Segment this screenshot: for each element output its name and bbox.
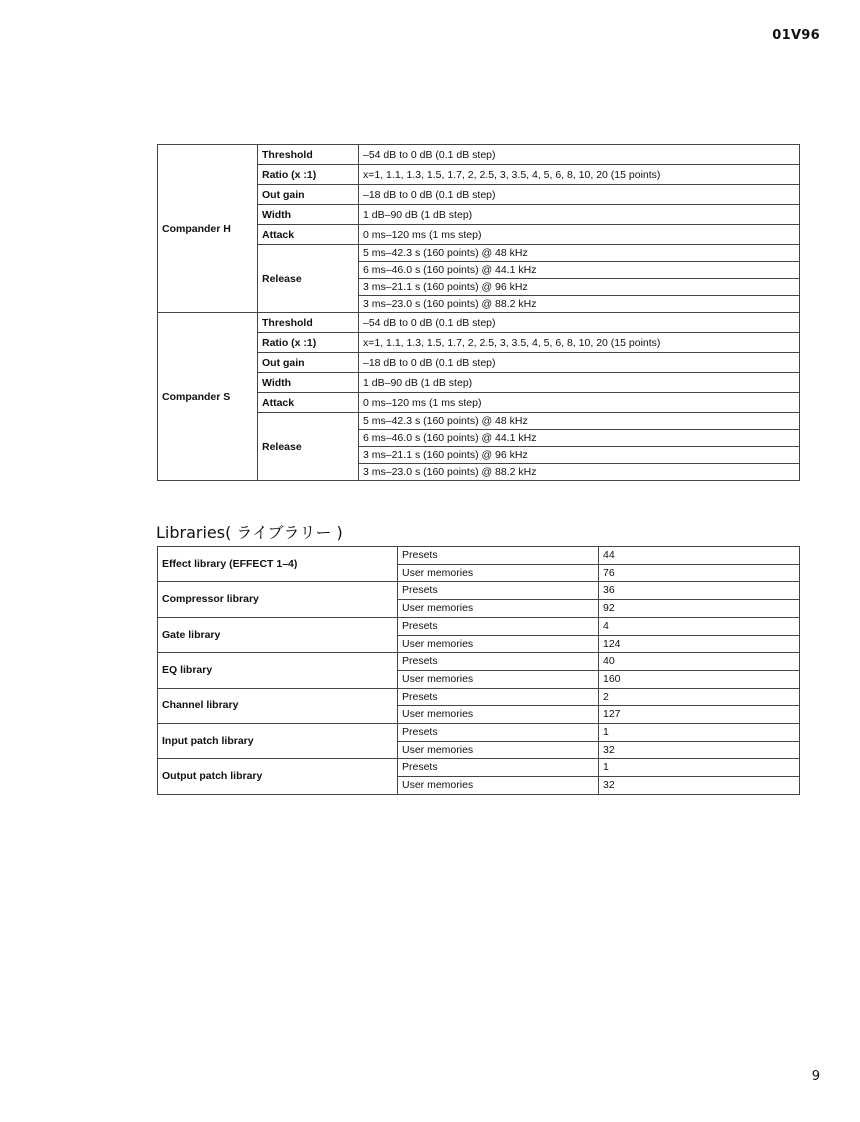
library-name: Effect library (EFFECT 1–4) xyxy=(158,547,398,582)
spec-param-name: Release xyxy=(258,245,359,313)
library-user-count: 124 xyxy=(599,635,800,653)
library-user-count: 160 xyxy=(599,670,800,688)
spec-param-name: Ratio (x :1) xyxy=(258,333,359,353)
document-model-header: 01V96 xyxy=(772,28,820,43)
spec-param-value: 6 ms–46.0 s (160 points) @ 44.1 kHz xyxy=(359,262,800,279)
libraries-table xyxy=(157,546,800,795)
spec-param-value: –54 dB to 0 dB (0.1 dB step) xyxy=(359,313,800,333)
library-presets-count: 1 xyxy=(599,724,800,742)
library-name: Output patch library xyxy=(158,759,398,794)
library-presets-count: 1 xyxy=(599,759,800,777)
library-row xyxy=(158,759,800,777)
spec-param-value: 3 ms–21.1 s (160 points) @ 96 kHz xyxy=(359,447,800,464)
spec-group-name: Compander H xyxy=(158,145,258,313)
library-name: Compressor library xyxy=(158,582,398,617)
library-presets-count: 40 xyxy=(599,653,800,671)
spec-param-name: Width xyxy=(258,373,359,393)
spec-param-value: 3 ms–21.1 s (160 points) @ 96 kHz xyxy=(359,279,800,296)
library-user-label: User memories xyxy=(398,600,599,618)
spec-param-value: x=1, 1.1, 1.3, 1.5, 1.7, 2, 2.5, 3, 3.5, 4, 5, 6, 8, 10, 20 (15 points) xyxy=(359,333,800,353)
spec-param-value: 0 ms–120 ms (1 ms step) xyxy=(359,393,800,413)
spec-param-value: 1 dB–90 dB (1 dB step) xyxy=(359,373,800,393)
spec-param-name: Threshold xyxy=(258,145,359,165)
page-number: 9 xyxy=(811,1069,820,1084)
spec-param-value: –54 dB to 0 dB (0.1 dB step) xyxy=(359,145,800,165)
spec-param-value: 1 dB–90 dB (1 dB step) xyxy=(359,205,800,225)
library-presets-label: Presets xyxy=(398,653,599,671)
library-presets-label: Presets xyxy=(398,582,599,600)
spec-row xyxy=(158,145,800,165)
spec-param-name: Width xyxy=(258,205,359,225)
spec-param-value: –18 dB to 0 dB (0.1 dB step) xyxy=(359,185,800,205)
library-user-count: 92 xyxy=(599,600,800,618)
library-user-count: 127 xyxy=(599,706,800,724)
library-name: EQ library xyxy=(158,653,398,688)
library-user-label: User memories xyxy=(398,635,599,653)
libraries-table-body xyxy=(158,547,800,795)
compander-spec-body xyxy=(158,145,800,481)
spec-row xyxy=(158,313,800,333)
library-row xyxy=(158,617,800,635)
library-presets-count: 36 xyxy=(599,582,800,600)
spec-param-value: 6 ms–46.0 s (160 points) @ 44.1 kHz xyxy=(359,430,800,447)
library-row xyxy=(158,653,800,671)
spec-param-name: Attack xyxy=(258,393,359,413)
spec-param-name: Ratio (x :1) xyxy=(258,165,359,185)
library-presets-label: Presets xyxy=(398,617,599,635)
library-name: Input patch library xyxy=(158,724,398,759)
spec-param-value: 5 ms–42.3 s (160 points) @ 48 kHz xyxy=(359,245,800,262)
library-user-count: 32 xyxy=(599,777,800,795)
library-presets-count: 44 xyxy=(599,547,800,565)
library-name: Channel library xyxy=(158,688,398,723)
spec-param-name: Attack xyxy=(258,225,359,245)
compander-spec-table xyxy=(157,144,800,481)
spec-param-value: 3 ms–23.0 s (160 points) @ 88.2 kHz xyxy=(359,464,800,481)
library-user-label: User memories xyxy=(398,777,599,795)
spec-param-value: –18 dB to 0 dB (0.1 dB step) xyxy=(359,353,800,373)
library-presets-label: Presets xyxy=(398,724,599,742)
spec-param-name: Out gain xyxy=(258,185,359,205)
library-row xyxy=(158,582,800,600)
library-presets-label: Presets xyxy=(398,759,599,777)
library-user-label: User memories xyxy=(398,564,599,582)
library-row xyxy=(158,547,800,565)
library-user-label: User memories xyxy=(398,741,599,759)
spec-param-value: 3 ms–23.0 s (160 points) @ 88.2 kHz xyxy=(359,296,800,313)
spec-group-name: Compander S xyxy=(158,313,258,481)
libraries-section-title: Libraries( ライブラリー ) xyxy=(156,523,343,542)
library-presets-count: 4 xyxy=(599,617,800,635)
library-presets-label: Presets xyxy=(398,547,599,565)
spec-param-value: x=1, 1.1, 1.3, 1.5, 1.7, 2, 2.5, 3, 3.5, 4, 5, 6, 8, 10, 20 (15 points) xyxy=(359,165,800,185)
library-user-count: 32 xyxy=(599,741,800,759)
spec-param-name: Out gain xyxy=(258,353,359,373)
library-user-label: User memories xyxy=(398,706,599,724)
library-name: Gate library xyxy=(158,617,398,652)
spec-param-value: 5 ms–42.3 s (160 points) @ 48 kHz xyxy=(359,413,800,430)
library-user-label: User memories xyxy=(398,670,599,688)
library-row xyxy=(158,688,800,706)
library-row xyxy=(158,724,800,742)
library-user-count: 76 xyxy=(599,564,800,582)
library-presets-count: 2 xyxy=(599,688,800,706)
library-presets-label: Presets xyxy=(398,688,599,706)
spec-param-value: 0 ms–120 ms (1 ms step) xyxy=(359,225,800,245)
spec-param-name: Release xyxy=(258,413,359,481)
spec-param-name: Threshold xyxy=(258,313,359,333)
